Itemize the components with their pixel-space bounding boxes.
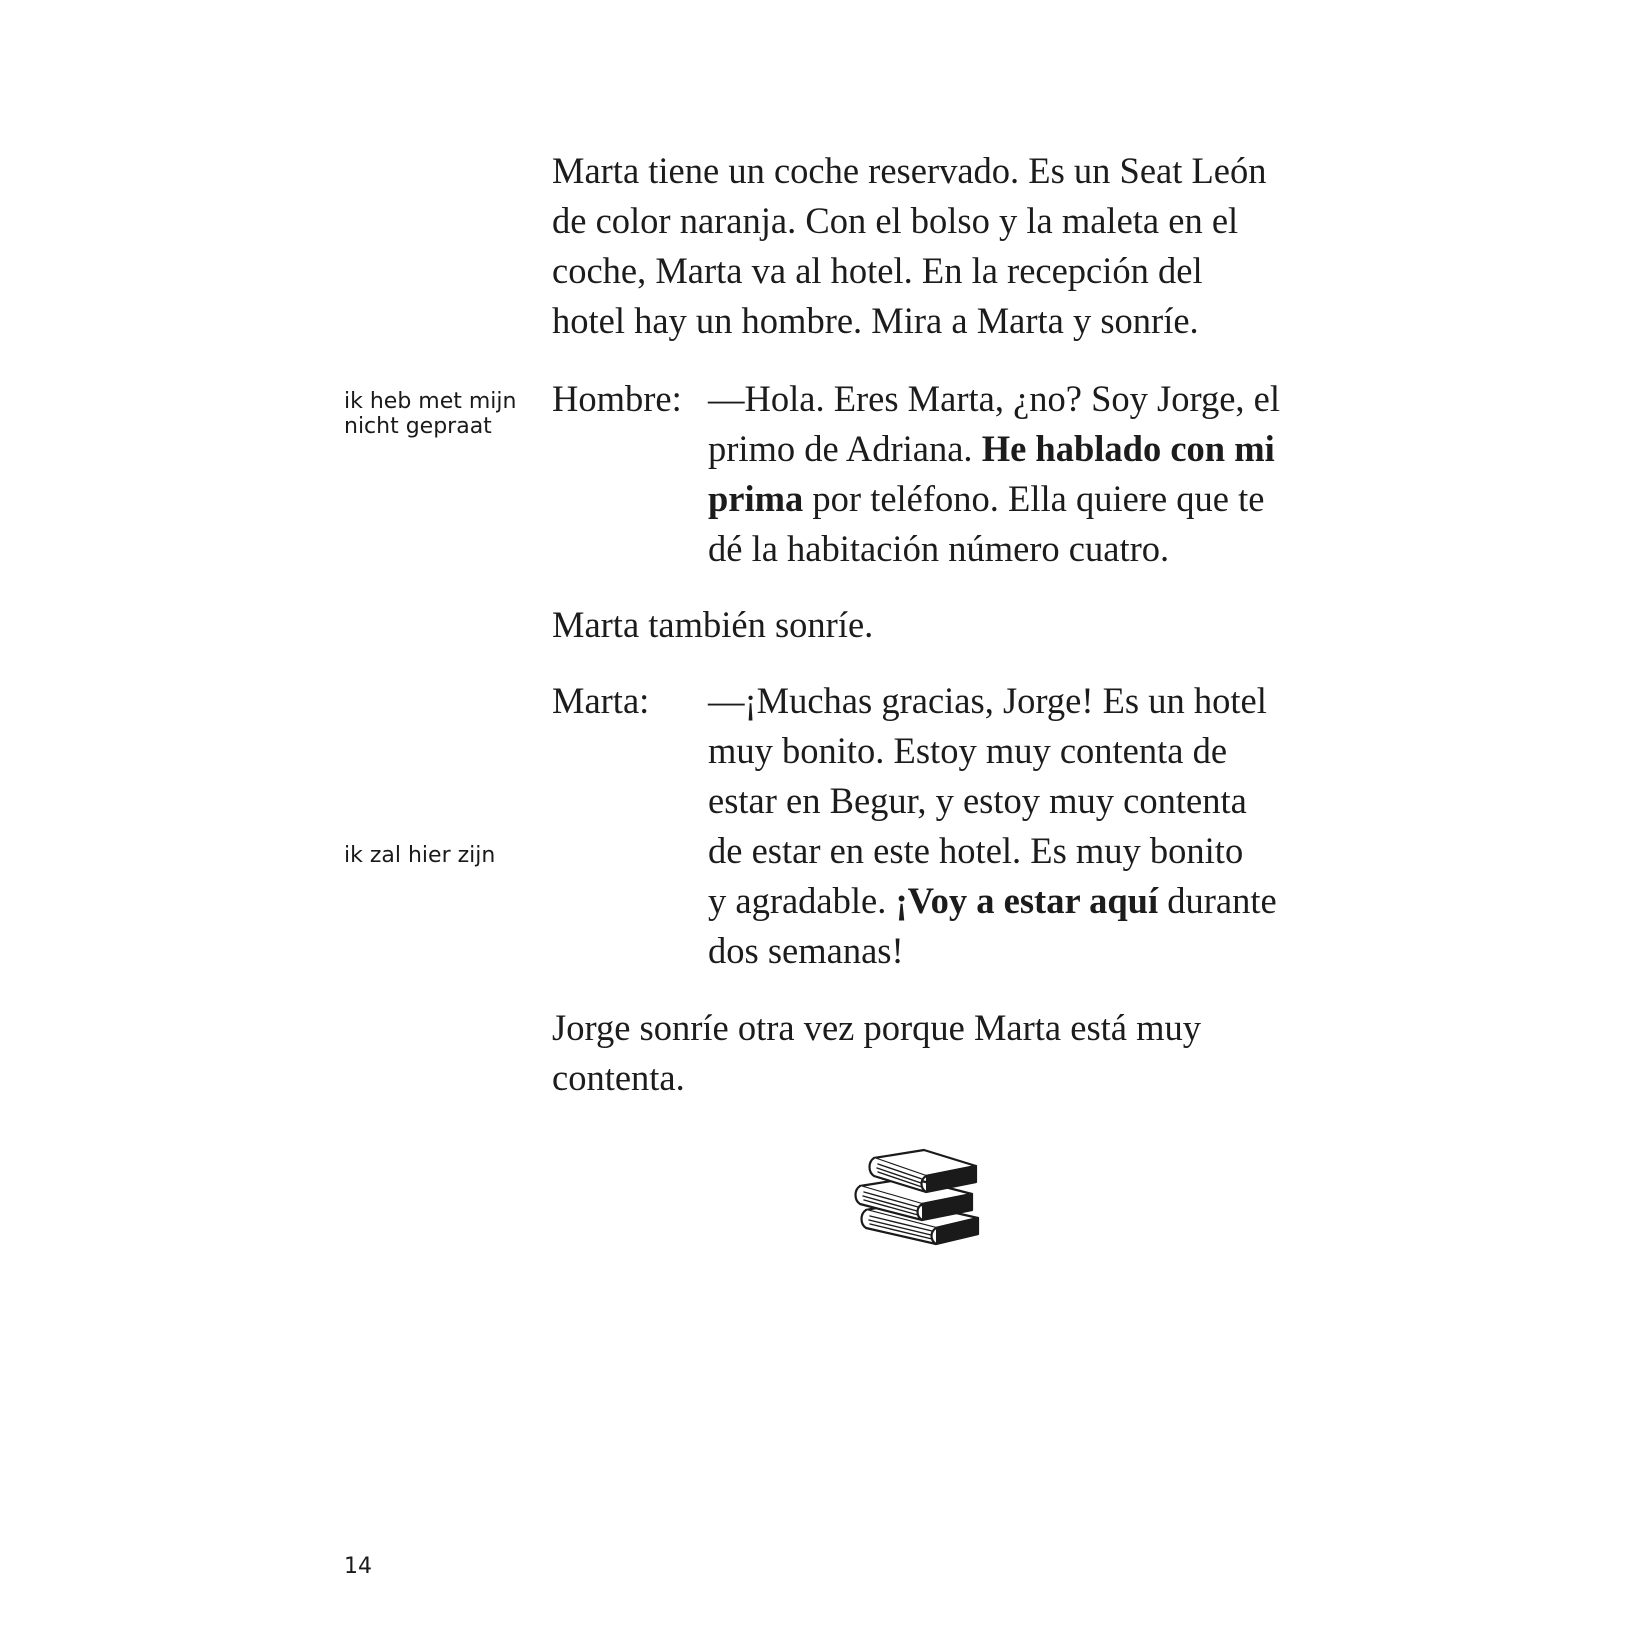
paragraph-line: contenta. — [552, 1057, 685, 1098]
speaker-hombre: Hombre: — [552, 378, 682, 419]
gloss-line: nicht gepraat — [344, 414, 492, 439]
speech-text: durante — [1158, 880, 1277, 921]
paragraph-intro — [552, 146, 1312, 346]
margin-gloss-1 — [344, 389, 516, 439]
speech-hombre — [708, 374, 1318, 574]
highlighted-phrase: He hablado con mi — [981, 428, 1275, 469]
speech-line — [708, 424, 1318, 474]
speech-line: estar en Begur, y estoy muy contenta — [708, 780, 1247, 821]
speech-line: —¡Muchas gracias, Jorge! Es un hotel — [708, 680, 1267, 721]
speech-line: dé la habitación número cuatro. — [708, 528, 1170, 569]
speech-marta — [708, 676, 1318, 976]
paragraph-line: Marta tiene un coche reservado. Es un Seat León — [552, 150, 1267, 191]
paragraph-line: de color naranja. Con el bolso y la maleta en el — [552, 200, 1239, 241]
speech-line: muy bonito. Estoy muy contenta de — [708, 730, 1228, 771]
speech-text: primo de Adriana. — [708, 428, 982, 469]
speech-line — [708, 474, 1318, 524]
paragraph-closing — [552, 1003, 1312, 1103]
paragraph-marta-smiles: Marta también sonríe. — [552, 604, 874, 645]
paragraph-line: hotel hay un hombre. Mira a Marta y sonríe. — [552, 300, 1199, 341]
speech-line: de estar en este hotel. Es muy bonito — [708, 830, 1244, 871]
paragraph-line: Jorge sonríe otra vez porque Marta está muy — [552, 1007, 1202, 1048]
speech-text: por teléfono. Ella quiere que te — [803, 478, 1265, 519]
speaker-marta: Marta: — [552, 680, 650, 721]
page-number: 14 — [344, 1554, 372, 1579]
speech-line: dos semanas! — [708, 930, 904, 971]
highlighted-phrase: ¡Voy a estar aquí — [895, 880, 1159, 921]
margin-gloss-2: ik zal hier zijn — [344, 843, 496, 868]
speech-line: —Hola. Eres Marta, ¿no? Soy Jorge, el — [708, 378, 1281, 419]
speech-line — [708, 876, 1318, 926]
gloss-line: ik heb met mijn — [344, 389, 517, 414]
highlighted-phrase: prima — [708, 478, 804, 519]
paragraph-line: coche, Marta va al hotel. En la recepción del — [552, 250, 1203, 291]
stacked-books-icon — [852, 1146, 990, 1246]
speech-text: y agradable. — [708, 880, 896, 921]
